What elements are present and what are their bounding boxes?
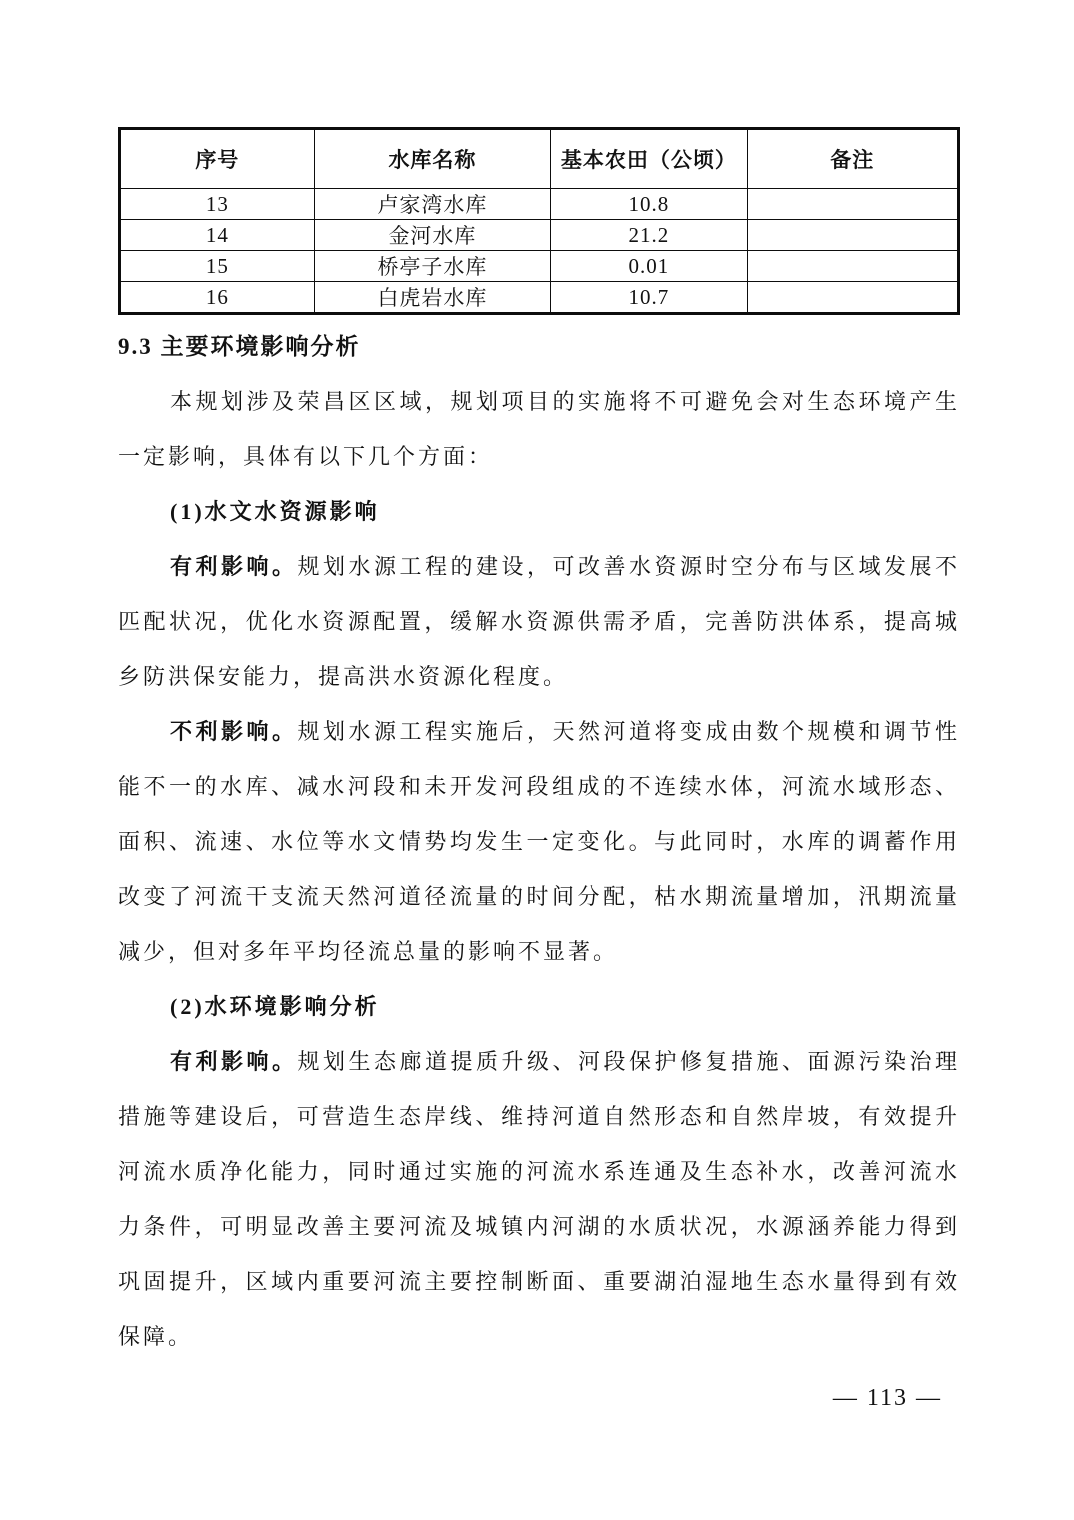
cell-index: 15: [120, 251, 315, 282]
table-header-row: [120, 129, 959, 189]
body-text: [118, 319, 960, 1364]
paragraph-favorable-impact-hydrology: [118, 539, 960, 704]
cell-farmland-area: 10.7: [551, 282, 747, 314]
cell-index: 16: [120, 282, 315, 314]
page-content: [118, 127, 960, 1364]
adverse-impact-lead: 不利影响。: [170, 719, 298, 744]
cell-remarks: [747, 220, 958, 251]
paragraph-favorable-impact-water-environment: [118, 1034, 960, 1364]
column-header-index: 序号: [120, 129, 315, 189]
page-number: — 113 —: [832, 1385, 942, 1411]
cell-farmland-area: 10.8: [551, 189, 747, 220]
section-heading-9-3: 9.3 主要环境影响分析: [118, 334, 361, 359]
cell-remarks: [747, 282, 958, 314]
favorable-impact-text: 规划水源工程的建设，可改善水资源时空分布与区域发展不匹配状况，优化水资源配置，缓解水资源供需矛盾，完善防洪体系，提高城乡防洪保安能力，提高洪水资源化程度。: [118, 554, 960, 689]
cell-reservoir-name: 金河水库: [314, 220, 551, 251]
table-row: [120, 251, 959, 282]
cell-index: 14: [120, 220, 315, 251]
favorable-impact-lead-2: 有利影响。: [170, 1049, 298, 1074]
subsection-heading-2: (2)水环境影响分析: [170, 994, 380, 1019]
reservoir-farmland-table: [118, 127, 960, 315]
cell-remarks: [747, 251, 958, 282]
favorable-impact-lead: 有利影响。: [170, 554, 298, 579]
cell-reservoir-name: 桥亭子水库: [314, 251, 551, 282]
paragraph-adverse-impact-hydrology: [118, 704, 960, 979]
intro-paragraph: 本规划涉及荣昌区区域，规划项目的实施将不可避免会对生态环境产生一定影响，具体有以下几个方面：: [118, 389, 960, 469]
cell-farmland-area: 0.01: [551, 251, 747, 282]
table-row: [120, 220, 959, 251]
cell-index: 13: [120, 189, 315, 220]
subsection-heading-1: (1)水文水资源影响: [170, 499, 380, 524]
table-row: [120, 282, 959, 314]
favorable-impact-text-2: 规划生态廊道提质升级、河段保护修复措施、面源污染治理措施等建设后，可营造生态岸线、维持河道自然形态和自然岸坡，有效提升河流水质净化能力，同时通过实施的河流水系连通及生态补水，改善河流水力条件，可明显改善主要河流及城镇内河湖的水质状况，水源涵养能力得到巩固提升，区域内重要河流主要控制断面、重要湖泊湿地生态水量得到有效保障。: [118, 1049, 960, 1349]
cell-reservoir-name: 白虎岩水库: [314, 282, 551, 314]
column-header-remarks: 备注: [747, 129, 958, 189]
adverse-impact-text: 规划水源工程实施后，天然河道将变成由数个规模和调节性能不一的水库、减水河段和未开发河段组成的不连续水体，河流水域形态、面积、流速、水位等水文情势均发生一定变化。与此同时，水库的调蓄作用改变了河流干支流天然河道径流量的时间分配，枯水期流量增加，汛期流量减少，但对多年平均径流总量的影响不显著。: [118, 719, 960, 964]
column-header-reservoir-name: 水库名称: [314, 129, 551, 189]
table-row: [120, 189, 959, 220]
cell-remarks: [747, 189, 958, 220]
cell-reservoir-name: 卢家湾水库: [314, 189, 551, 220]
column-header-farmland-area: 基本农田（公顷）: [551, 129, 747, 189]
cell-farmland-area: 21.2: [551, 220, 747, 251]
